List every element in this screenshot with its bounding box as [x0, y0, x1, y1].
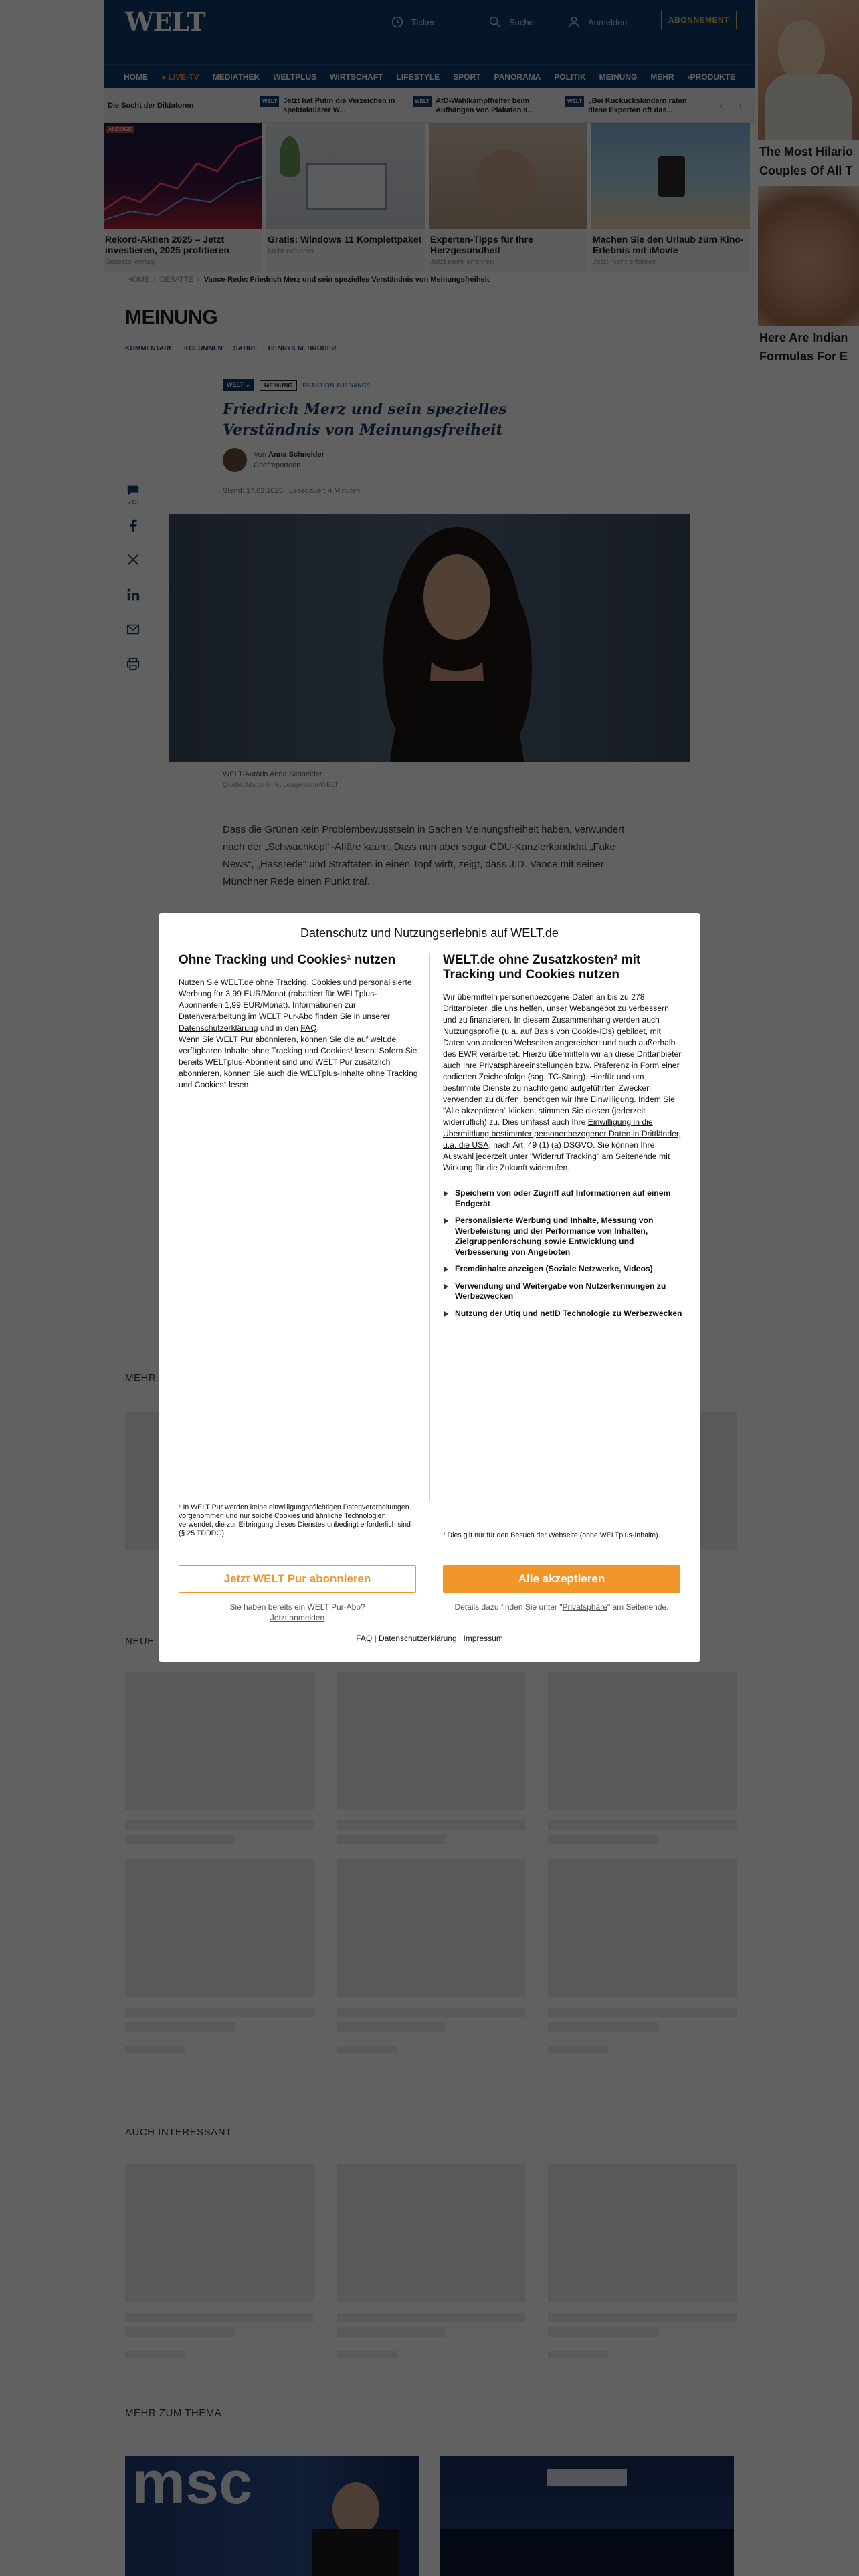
third-party-link[interactable]: Drittanbieter [443, 1004, 487, 1013]
footer-separator: | [372, 1634, 379, 1643]
existing-subscription-label: Sie haben bereits ein WELT Pur-Abo? [229, 1602, 365, 1612]
footer-privacy-link[interactable]: Datenschutzerklärung [378, 1634, 457, 1643]
right-paragraph [443, 992, 682, 1174]
consent-title: Datenschutz und Nutzungserlebnis auf WELT.de [300, 926, 559, 940]
purpose-item[interactable]: Verwendung und Weitergabe von Nutzerkennungen zu Werbezwecken [443, 1281, 682, 1302]
left-heading: Ohne Tracking und Cookies¹ nutzen [179, 953, 396, 967]
privacy-details-end: " am Seitenende. [607, 1602, 669, 1612]
right-p-text: Wir übermitteln personenbezogene Daten an bis zu 278 [443, 992, 645, 1002]
left-paragraph-2: Wenn Sie WELT Pur abonnieren, können Sie die auf welt.de verfügbaren Inhalte ohne Tracking und Cookies¹ lesen. Sofern Sie bereits WELTplus-Abonnent sind und WELT Pur zusätzlich abonnieren, können Sie auch die WELTplus-Inhalte ohne Tracking und Cookies¹ lesen. [179, 1035, 418, 1089]
purpose-item[interactable]: Fremdinhalte anzeigen (Soziale Netzwerke, Videos) [443, 1264, 682, 1275]
consent-right-column [443, 953, 682, 1325]
purpose-list [443, 1188, 682, 1319]
right-footnote: ² Dies gilt nur für den Besuch der Webseite (ohne WELTplus-Inhalte). [443, 1531, 660, 1539]
consent-left-column [179, 953, 418, 1091]
left-paragraph-1 [179, 977, 418, 1034]
privacy-details-pre: Details dazu finden Sie unter " [454, 1602, 563, 1612]
existing-subscription-text [179, 1602, 416, 1623]
privacy-details-text [443, 1602, 680, 1612]
left-p1-text: Nutzen Sie WELT.de ohne Tracking, Cookies und personalisierte Werbung für 3,99 EUR/Monat (rabattiert für WELTplus-Abonnenten 1,99 EUR/Monat). Informationen zur Datenverarbeitung im WELT Pur-Abo finden Sie in unserer [179, 978, 412, 1021]
privacy-settings-link[interactable]: Privatsphäre [562, 1602, 607, 1612]
left-p1-mid: und in den [258, 1023, 301, 1033]
privacy-policy-link[interactable]: Datenschutzerklärung [179, 1023, 258, 1033]
purpose-item[interactable]: Personalisierte Werbung und Inhalte, Messung von Werbeleistung und der Performance von Inhalten, Zielgruppenforschung sowie Entwicklung und Verbesserung von Angeboten [443, 1216, 682, 1257]
faq-link[interactable]: FAQ [300, 1023, 317, 1033]
footer-imprint-link[interactable]: Impressum [463, 1634, 503, 1643]
footer-faq-link[interactable]: FAQ [356, 1634, 373, 1643]
right-p-end: , nach Art. 49 (1) (a) DSGVO. Sie können Ihre Auswahl jederzeit unter "Widerruf Tracking" am Seitenende mit Wirkung für die Zukunft widerrufen. [443, 1140, 670, 1172]
login-now-link[interactable]: Jetzt anmelden [270, 1613, 325, 1622]
accept-all-button[interactable]: Alle akzeptieren [443, 1565, 680, 1593]
purpose-item[interactable]: Nutzung der Utiq und netID Technologie zu Werbezwecken [443, 1309, 682, 1319]
footer-separator: | [456, 1634, 464, 1643]
consent-footer-links [159, 1634, 700, 1643]
consent-dialog [159, 913, 700, 1662]
purpose-item[interactable]: Speichern von oder Zugriff auf Informationen auf einem Endgerät [443, 1188, 682, 1209]
third-country-consent-link[interactable]: Einwilligung in die Übermittlung bestimmter personenbezogener Daten in Drittländer, u.a. die USA [443, 1117, 681, 1150]
left-p1-end: . [316, 1023, 320, 1033]
subscribe-welt-pur-button[interactable]: Jetzt WELT Pur abonnieren [179, 1565, 416, 1593]
right-p-mid: , die uns helfen, unser Webangebot zu verbessern und zu finanzieren. In diesem Zusammenhang werden auch Nutzungsprofile (u.a. auf Basis von Cookie-IDs) gebildet, mit Daten von anderen Webseiten angereichert und auch außerhalb des EWR verarbeitet. Hierzu übermitteln wir an diese Drittanbieter auch Ihre Privatsphäreeinstellungen bzw. Präferenz in Form einer codierten Zeichenfolge (sog. TC-String). Hierfür und um bestimmte Dienste zu nachfolgend aufgeführten Zwecken verwenden zu dürfen, benötigen wir Ihre Einwilligung. Indem Sie "Alle akzeptieren" klicken, stimmen Sie diesen (jederzeit widerruflich) zu. Dies umfasst auch Ihre [443, 1004, 682, 1127]
left-footnote: ¹ In WELT Pur werden keine einwilligungspflichtigen Datenverarbeitungen vorgenommen und nur solche Cookies und ähnliche Technologien verwendet, die zur Erbringung dieses Dienstes unbedingt erforderlich sind (§ 25 TDDDG). [179, 1503, 411, 1537]
right-heading: WELT.de ohne Zusatzkosten² mit Tracking und Cookies nutzen [443, 953, 641, 982]
